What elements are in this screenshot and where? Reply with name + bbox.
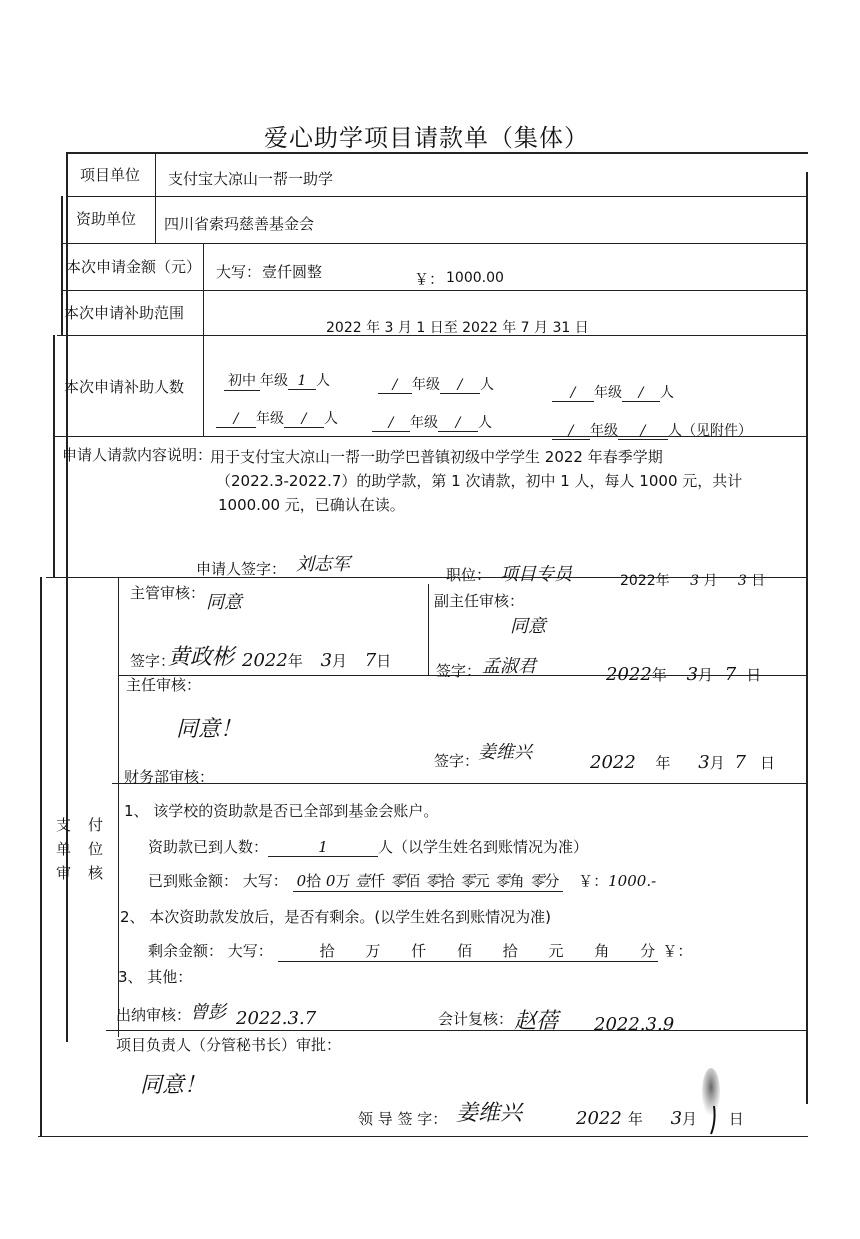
ink-smudge xyxy=(700,1066,722,1136)
finance-q2: 2、 本次资助款发放后，是否有剩余。(以学生姓名到账情况为准) xyxy=(120,908,552,926)
table-border-left xyxy=(61,196,63,336)
count-entry-5: / 年级 / 人 xyxy=(372,412,492,432)
supervisor-sign-label: 签字： xyxy=(130,652,176,670)
leader-signature: 姜维兴 xyxy=(456,1101,523,1126)
applicant-signature: 刘志军 xyxy=(296,554,350,575)
left-label-fu: 付 xyxy=(88,816,104,834)
leader-label: 项目负责人（分管秘书长）审批： xyxy=(116,1036,342,1054)
applicant-position-value: 项目专员 xyxy=(500,564,572,585)
deputy-opinion: 同意 xyxy=(510,616,546,637)
col-divider xyxy=(203,243,204,436)
explanation-line-3: 1000.00 元，已确认在读。 xyxy=(218,496,405,514)
amount-label: 本次申请金额（元） xyxy=(66,258,202,276)
table-border-bottom xyxy=(38,1136,808,1137)
director-signature: 姜维兴 xyxy=(478,742,532,763)
applicant-position-label: 职位： xyxy=(446,566,492,584)
cashier-date: 2022.3.7 xyxy=(236,1008,317,1029)
table-border-left xyxy=(40,577,42,1137)
director-sign-label: 签字： xyxy=(434,752,480,770)
arrived-amount-caps: 0拾 0万 壹仟 零佰 零拾 零元 零角 零分 xyxy=(293,870,564,892)
left-label-zhi: 支 xyxy=(56,816,72,834)
applicant-sign-label: 申请人签字： xyxy=(196,560,287,578)
finance-q3: 3、 其他： xyxy=(118,968,193,986)
count-label: 本次申请补助人数 xyxy=(64,378,185,396)
explanation-label: 申请人请款内容说明： xyxy=(62,446,213,464)
amount-num-value: 1000.00 xyxy=(446,270,504,286)
count-entry-6: / 年级 / 人（见附件） xyxy=(552,420,752,440)
director-opinion: 同意！ xyxy=(176,717,243,742)
director-date: 2022 年 3月 7 日 xyxy=(590,752,775,773)
count-entry-2: / 年级 / 人 xyxy=(378,374,494,394)
table-border-right xyxy=(806,172,808,1104)
col-divider xyxy=(428,584,429,676)
scope-label: 本次申请补助范围 xyxy=(64,304,185,322)
project-unit-value: 支付宝大凉山一帮一助学 xyxy=(168,170,334,188)
finance-q1: 1、 该学校的资助款是否已全部到基金会账户。 xyxy=(124,802,439,820)
count-entry-3: / 年级 / 人 xyxy=(552,382,674,402)
left-label-shen: 审 xyxy=(56,864,72,882)
accounting-label: 会计复核： xyxy=(438,1010,514,1028)
col-divider xyxy=(155,152,156,244)
supervisor-signature: 黄政彬 xyxy=(168,645,235,670)
left-label-wei: 位 xyxy=(88,840,104,858)
deputy-label: 副主任审核： xyxy=(434,592,525,610)
leader-sign-label: 领 导 签 字： xyxy=(358,1110,448,1128)
applicant-date: 2022年 3 月 3 日 xyxy=(620,573,766,589)
cashier-label: 出纳审核： xyxy=(116,1006,192,1024)
supervisor-date: 2022年 3月 7日 xyxy=(242,650,392,671)
table-border-left xyxy=(66,152,68,1042)
row-divider xyxy=(61,290,808,291)
table-border-top xyxy=(66,152,808,154)
accounting-signature: 赵蓓 xyxy=(514,1009,559,1034)
amount-num-label: ￥： xyxy=(414,270,445,288)
table-border-left xyxy=(53,335,55,577)
leader-date: 2022 年 3月 日 xyxy=(576,1108,744,1129)
finance-label: 财务部审核： xyxy=(124,768,215,786)
row-divider xyxy=(106,1030,808,1031)
left-label-dan: 单 xyxy=(56,840,72,858)
count-entry-1: 初中 年级 1 人 xyxy=(224,370,330,391)
funding-unit-value: 四川省索玛慈善基金会 xyxy=(164,215,315,233)
arrived-amount: 已到账金额： 大写： 0拾 0万 壹仟 零佰 零拾 零元 零角 零分 ￥：1000.- xyxy=(148,872,657,890)
amount-caps-label: 大写： xyxy=(216,263,262,281)
supervisor-opinion: 同意 xyxy=(206,592,242,613)
cashier-signature: 曾彭 xyxy=(190,1002,226,1023)
grade-value: 初中 xyxy=(224,370,260,391)
accounting-date: 2022.3.9 xyxy=(594,1014,675,1035)
remain-amount-caps: 拾 万 仟 佰 拾 元 角 分 xyxy=(278,940,658,962)
amount-caps-value: 壹仟圆整 xyxy=(262,263,323,281)
scope-value: 2022 年 3 月 1 日至 2022 年 7 月 31 日 xyxy=(326,320,589,336)
deputy-date: 2022年 3月 7 日 xyxy=(606,664,762,685)
explanation-line-2: （2022.3-2022.7）的助学款，第 1 次请款，初中 1 人，每人 1000 元，共计 xyxy=(216,472,743,490)
leader-opinion: 同意！ xyxy=(140,1073,207,1098)
deputy-sign-label: 签字： xyxy=(436,662,482,680)
row-divider xyxy=(112,783,808,784)
explanation-line-1: 用于支付宝大凉山一帮一助学巴普镇初级中学学生 2022 年春季学期 xyxy=(210,448,663,466)
project-unit-label: 项目单位 xyxy=(80,166,141,184)
row-divider xyxy=(61,243,808,244)
count-value: 1 xyxy=(288,373,316,390)
arrived-count: 资助款已到人数： 1 人（以学生姓名到账情况为准） xyxy=(148,838,589,856)
page-title: 爱心助学项目请款单（集体） xyxy=(264,124,589,152)
remain-amount: 剩余金额： 大写： 拾 万 仟 佰 拾 元 角 分 ￥： xyxy=(148,942,693,960)
deputy-signature: 孟淑君 xyxy=(482,656,536,677)
row-divider xyxy=(66,196,808,197)
funding-unit-label: 资助单位 xyxy=(76,210,137,228)
count-entry-4: / 年级 / 人 xyxy=(216,408,338,428)
left-label-he: 核 xyxy=(88,864,104,882)
director-label: 主任审核： xyxy=(126,676,202,694)
supervisor-label: 主管审核： xyxy=(130,584,206,602)
